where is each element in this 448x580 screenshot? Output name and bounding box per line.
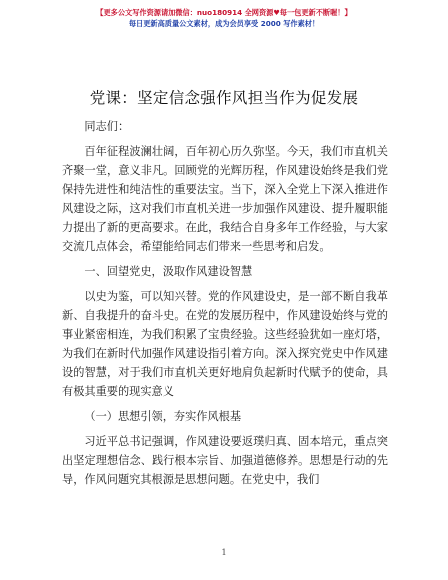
- promo-banner-line-1: 【更多公文写作资源请加微信：nuo180914 全网资源♥每一包更新不断喔！】: [96, 8, 352, 17]
- section-heading-1: 一、回望党史，汲取作风建设智慧: [84, 265, 253, 278]
- page-number: 1: [221, 548, 227, 557]
- document-title: 党课：坚定信念强作风担当作为促发展: [89, 89, 359, 107]
- salutation: 同志们：: [84, 120, 130, 133]
- promo-banner: [0, 7, 448, 29]
- promo-banner-line-2: 每日更新高质量公文素材，成为会员享受 2000 写作素材！: [128, 19, 320, 28]
- document-body: [62, 117, 388, 489]
- paragraph-party-history: 以史为鉴，可以知兴替。党的作风建设史，是一部不断自我革新、自我提升的奋斗史。在党的发展历程中，作风建设始终与党的事业紧密相连，为我们积累了宝贵经验。这些经验犹如一座灯塔，为我们在新时代加强作风建设指引着方向。深入探究党史中作风建设的智慧，对于我们市直机关更好地肩负起新时代赋予的使命，具有极其重要的现实意义: [62, 290, 388, 398]
- paragraph-ideological-guidance: 习近平总书记强调，作风建设要返璞归真、固本培元，重点突出坚定理想信念、践行根本宗旨、加强道德修养。思想是行动的先导，作风问题究其根源是思想问题。在党史中，我们: [62, 435, 388, 486]
- subsection-heading-1: （一）思想引领，夯实作风根基: [84, 410, 242, 423]
- paragraph-intro: 百年征程波澜壮阔，百年初心历久弥坚。今天，我们市直机关齐聚一堂，意义非凡。回顾党的光辉历程，作风建设始终是我们党保持先进性和纯洁性的重要法宝。当下，深入全党上下深入推进作风建设之际，这对我们市直机关进一步加强作风建设、提升履职能力提出了新的更高要求。在此，我结合自身多年工作经验，与大家交流几点体会，希望能给同志们带来一些思考和启发。: [62, 145, 388, 253]
